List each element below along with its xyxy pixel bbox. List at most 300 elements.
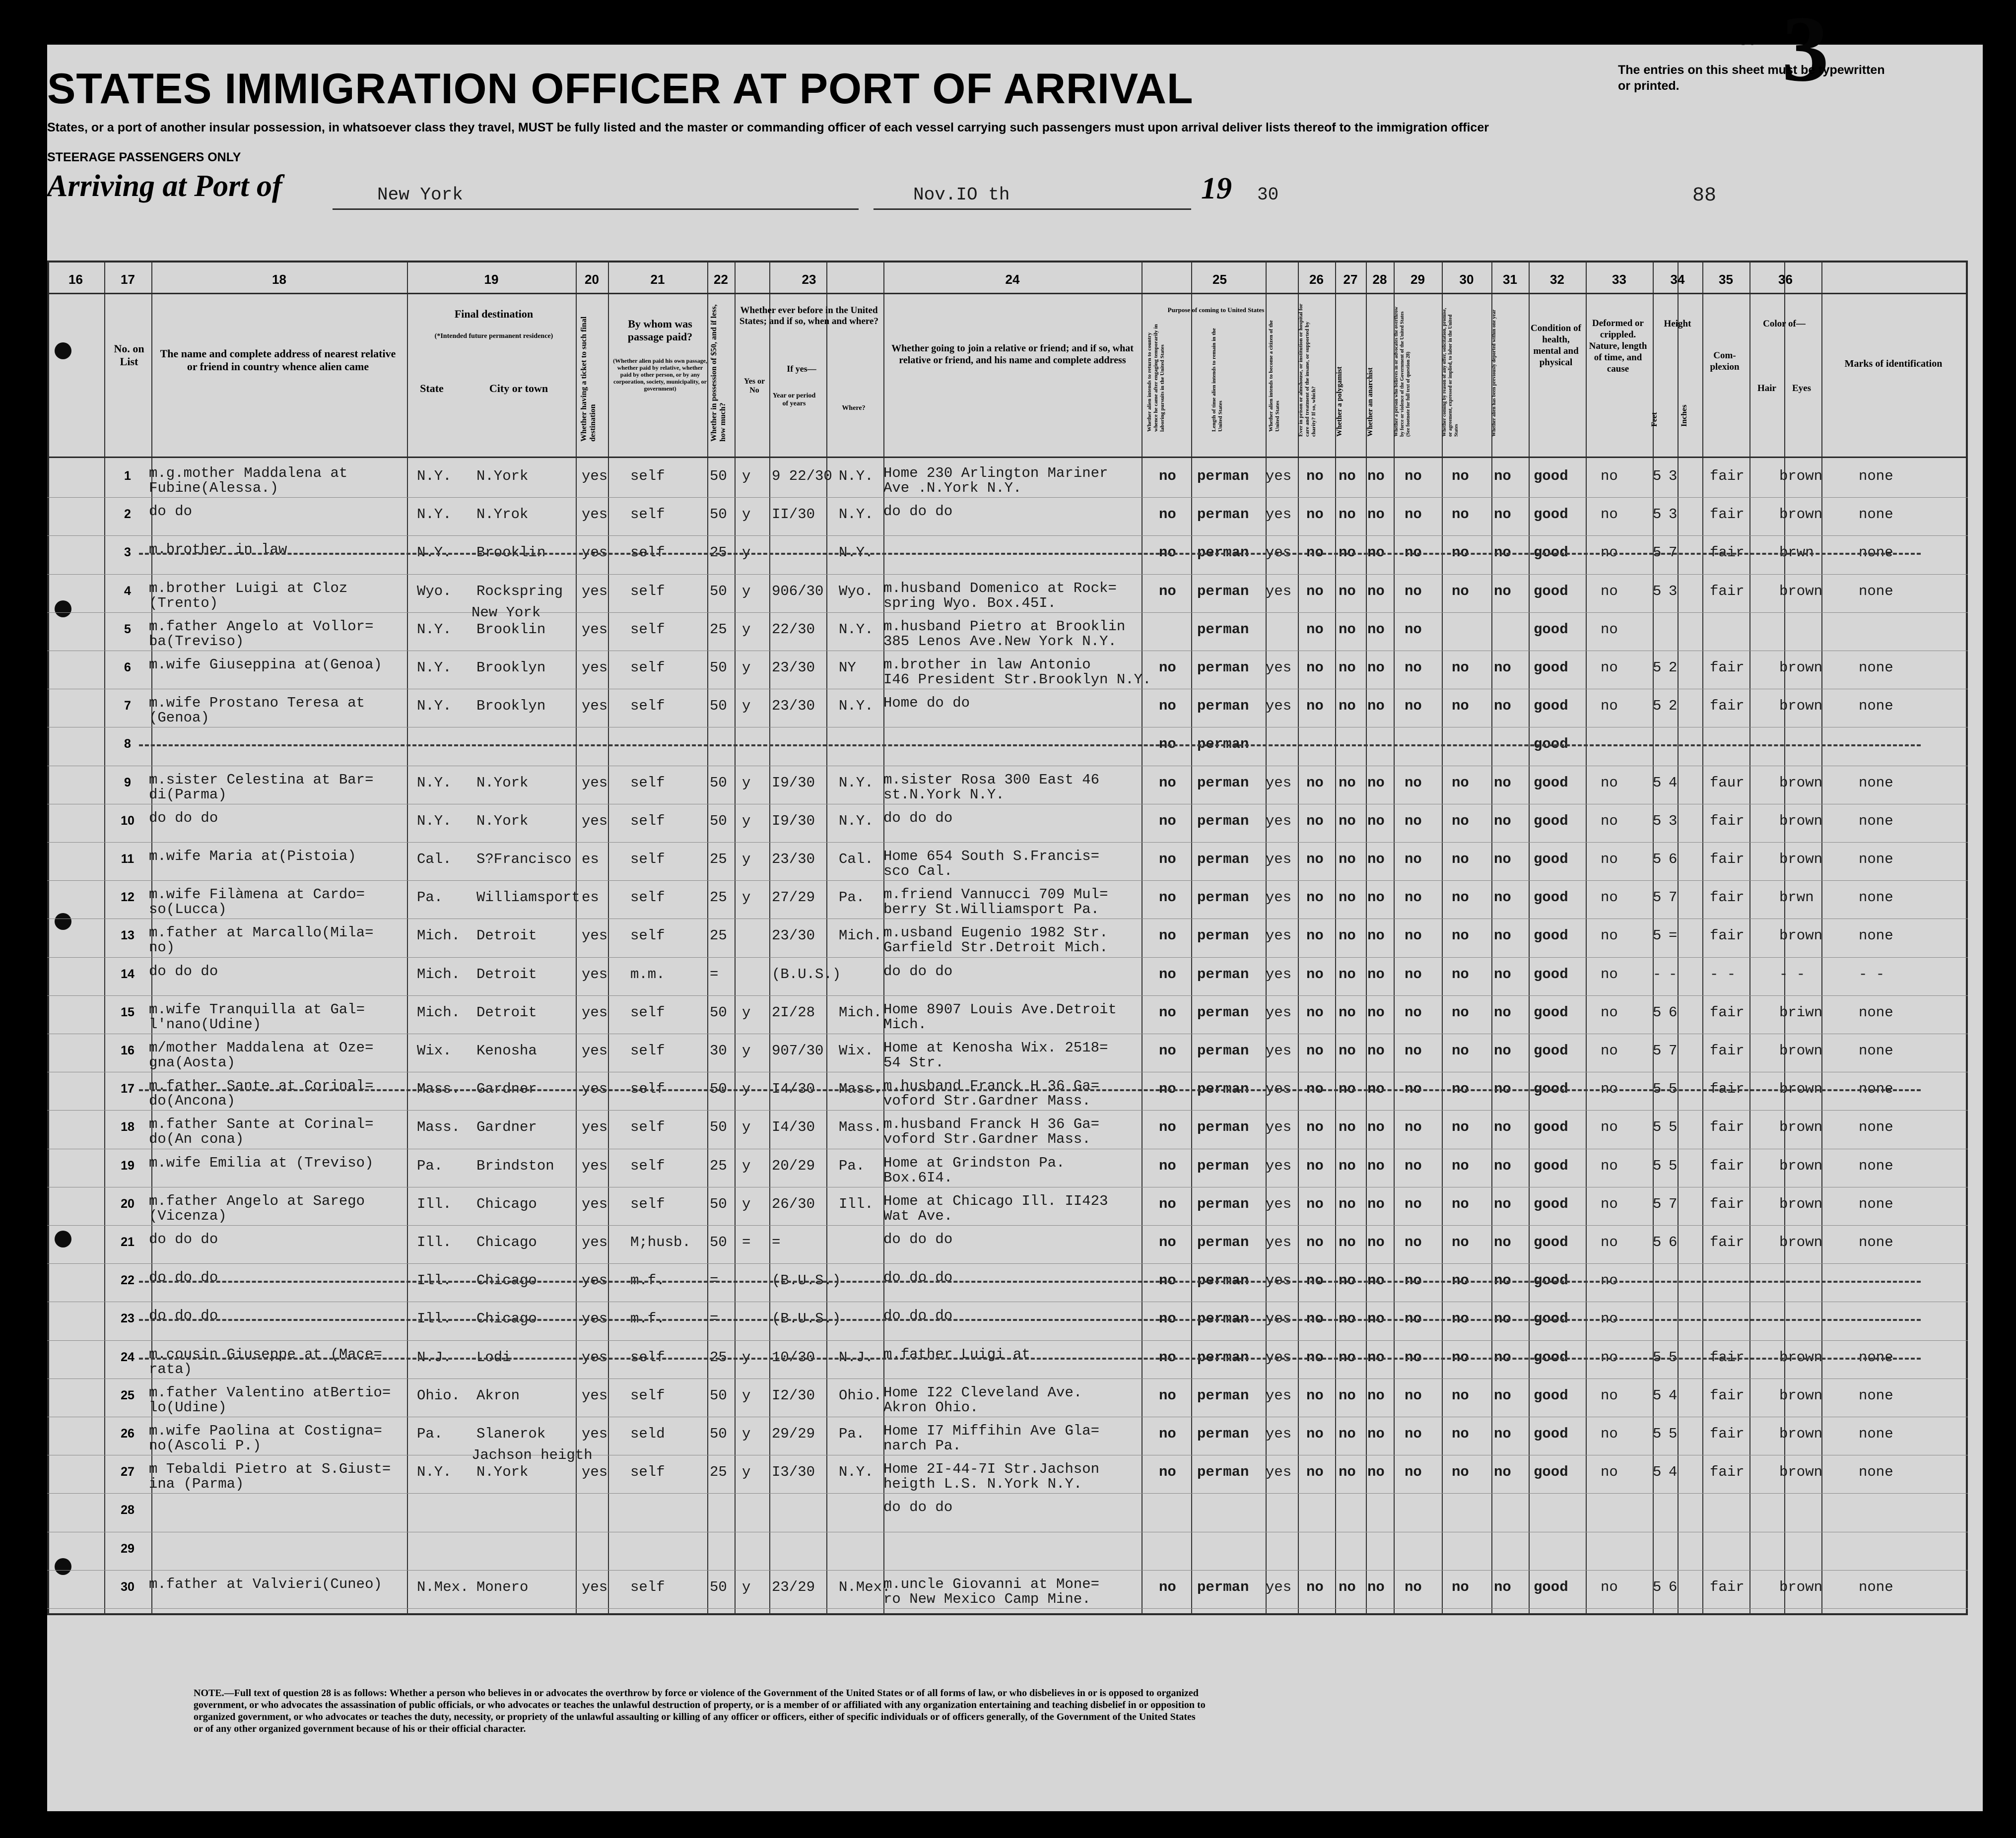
row-number: 23 xyxy=(121,1312,134,1326)
length-of-stay: perman xyxy=(1197,1464,1249,1481)
joining-relative: berry St.Williamsport Pa. xyxy=(883,901,1100,918)
length-of-stay: perman xyxy=(1197,1081,1249,1098)
overthrow-answer: no xyxy=(1405,1119,1422,1136)
prison-answer: no xyxy=(1306,468,1324,484)
anarchist-answer: no xyxy=(1367,1234,1385,1250)
eye-color: brown xyxy=(1779,1387,1823,1404)
height-feet: 5 xyxy=(1653,698,1662,715)
purpose-return: no xyxy=(1159,1349,1176,1366)
overthrow-answer: no xyxy=(1405,1157,1422,1174)
contract-answer: no xyxy=(1452,1004,1469,1021)
ticket-value: yes xyxy=(582,774,608,791)
contract-answer: no xyxy=(1452,851,1469,867)
joining-relative: Wat Ave. xyxy=(883,1207,953,1224)
height-inches: 6 xyxy=(1669,1004,1678,1021)
col-header-ticket: Whether having a ticket to such final destination xyxy=(580,316,597,442)
row-divider xyxy=(47,1263,1968,1264)
where-in-us: N.Y. xyxy=(839,812,874,829)
column-divider xyxy=(735,261,736,1615)
row-number: 21 xyxy=(121,1235,134,1249)
deformed-answer: no xyxy=(1601,1234,1618,1250)
identification-marks: none xyxy=(1859,544,1893,561)
contract-answer: no xyxy=(1452,1387,1469,1404)
height-feet: 5 xyxy=(1653,774,1662,791)
contract-answer: no xyxy=(1452,1195,1469,1212)
col-header-purpose-return: Whether alien intends to return to country whence he came after engaging temporarily in laboring pursuits in the United States xyxy=(1146,324,1165,432)
height-inches: 7 xyxy=(1669,544,1678,561)
before-in-us: y xyxy=(742,1426,751,1442)
complexion-value: fair xyxy=(1710,698,1745,715)
prison-answer: no xyxy=(1306,1272,1324,1289)
row-number: 18 xyxy=(121,1120,134,1134)
complexion-value: fair xyxy=(1710,851,1745,867)
passage-paid-by: M;husb. xyxy=(630,1234,691,1250)
identification-marks: none xyxy=(1859,1157,1893,1174)
prison-answer: no xyxy=(1306,1311,1324,1327)
deported-answer: no xyxy=(1494,1578,1511,1595)
health-condition: good xyxy=(1534,1119,1568,1136)
anarchist-answer: no xyxy=(1367,1464,1385,1481)
purpose-return: no xyxy=(1159,1119,1176,1136)
row-number: 16 xyxy=(121,1044,134,1057)
relative-address: m.wife Paolina at Costigna= xyxy=(149,1423,382,1439)
length-of-stay: perman xyxy=(1197,1004,1249,1021)
overthrow-answer: no xyxy=(1405,1311,1422,1327)
period-years: 906/30 xyxy=(772,583,824,599)
where-in-us: Mich. xyxy=(839,927,882,944)
health-condition: good xyxy=(1534,698,1568,715)
ticket-value: yes xyxy=(582,1426,608,1442)
money-amount: 50 xyxy=(710,1081,727,1098)
relative-address: m.wife Giuseppina at(Genoa) xyxy=(149,656,382,673)
height-feet: 5 xyxy=(1653,1387,1662,1404)
overthrow-answer: no xyxy=(1405,621,1422,638)
passage-paid-by: seld xyxy=(630,1426,665,1442)
height-feet: 5 xyxy=(1653,1195,1662,1212)
prison-answer: no xyxy=(1306,812,1324,829)
deformed-answer: no xyxy=(1601,468,1618,484)
passage-paid-by: self xyxy=(630,774,665,791)
eye-color: brown xyxy=(1779,468,1823,484)
joining-relative: do do do xyxy=(883,503,953,520)
col-header-joining: Whether going to join a relative or friend; and if so, what relative or friend, and his name and complete address xyxy=(891,343,1134,366)
relative-address: lo(Udine) xyxy=(149,1399,227,1416)
destination-city: Brooklin xyxy=(476,544,546,561)
deported-answer: no xyxy=(1494,1272,1511,1289)
purpose-return: no xyxy=(1159,506,1176,523)
anarchist-answer: no xyxy=(1367,544,1385,561)
column-divider xyxy=(1335,261,1336,1615)
struck-out-line xyxy=(139,1358,1921,1360)
relative-address: do do do xyxy=(149,1269,218,1286)
passage-paid-by: self xyxy=(630,1119,665,1136)
col-header-deported: Whether alien has been previously deported within one year xyxy=(1491,309,1497,437)
prison-answer: no xyxy=(1306,1157,1324,1174)
prison-answer: no xyxy=(1306,1426,1324,1442)
purpose-return: no xyxy=(1159,1004,1176,1021)
money-amount: 50 xyxy=(710,812,727,829)
identification-marks: none xyxy=(1859,889,1893,906)
health-condition: good xyxy=(1534,468,1568,484)
row-number: 3 xyxy=(124,545,131,560)
arriving-label: Arriving at Port of xyxy=(47,169,282,203)
identification-marks: none xyxy=(1859,1195,1893,1212)
relative-address: l'nano(Udine) xyxy=(149,1016,262,1033)
prison-answer: no xyxy=(1306,1234,1324,1250)
purpose-return: no xyxy=(1159,583,1176,599)
destination-state: Ill. xyxy=(417,1311,452,1327)
height-inches: 5 xyxy=(1669,1157,1678,1174)
header-divider xyxy=(47,457,1968,458)
contract-answer: no xyxy=(1452,1043,1469,1059)
relative-address: no) xyxy=(149,939,175,956)
struck-out-line xyxy=(139,744,1921,746)
height-inches: 7 xyxy=(1669,889,1678,906)
col-header-hair: Hair xyxy=(1757,383,1776,394)
before-in-us: y xyxy=(742,1387,751,1404)
relative-address: m.brother Luigi at Cloz xyxy=(149,580,348,596)
destination-state: Mass. xyxy=(417,1119,461,1136)
money-amount: 25 xyxy=(710,889,727,906)
eye-color: brown xyxy=(1779,583,1823,599)
length-of-stay: perman xyxy=(1197,736,1249,753)
deported-answer: no xyxy=(1494,1349,1511,1366)
destination-city: Akron xyxy=(476,1387,520,1404)
relative-address: m Tebaldi Pietro at S.Giust= xyxy=(149,1461,391,1478)
prison-answer: no xyxy=(1306,1387,1324,1404)
joining-relative: do do do xyxy=(883,1499,953,1516)
ticket-value: yes xyxy=(582,1578,608,1595)
money-amount: 50 xyxy=(710,1387,727,1404)
money-amount: 50 xyxy=(710,774,727,791)
deported-answer: no xyxy=(1494,1081,1511,1098)
identification-marks: none xyxy=(1859,1387,1893,1404)
identification-marks: - - xyxy=(1859,966,1885,983)
relative-address: m.wife Maria at(Pistoia) xyxy=(149,848,356,864)
joining-relative: m.husband Domenico at Rock= xyxy=(883,580,1117,596)
period-years: I3/30 xyxy=(772,1464,815,1481)
deported-answer: no xyxy=(1494,544,1511,561)
height-inches: 5 xyxy=(1669,1119,1678,1136)
health-condition: good xyxy=(1534,1004,1568,1021)
deformed-answer: no xyxy=(1601,812,1618,829)
before-in-us: y xyxy=(742,774,751,791)
polygamist-answer: no xyxy=(1339,1234,1356,1250)
overthrow-answer: no xyxy=(1405,1272,1422,1289)
col-header-yes-no: Yes or No xyxy=(743,377,765,394)
port-line xyxy=(333,207,859,210)
passage-paid-by: self xyxy=(630,1195,665,1212)
purpose-return: no xyxy=(1159,1195,1176,1212)
column-divider xyxy=(104,261,105,1615)
column-divider xyxy=(769,261,770,1615)
citizen-intent: yes xyxy=(1266,889,1292,906)
health-condition: good xyxy=(1534,1426,1568,1442)
date-value: Nov.IO th xyxy=(913,185,1010,205)
anarchist-answer: no xyxy=(1367,621,1385,638)
col-header-destination-note: (*Intended future permanent residence) xyxy=(434,332,553,340)
row-number: 29 xyxy=(121,1541,134,1556)
row-divider xyxy=(47,574,1968,575)
citizen-intent: yes xyxy=(1266,468,1292,484)
list-number: 3 xyxy=(1782,0,1829,101)
eye-color: brown xyxy=(1779,774,1823,791)
polygamist-answer: no xyxy=(1339,966,1356,983)
purpose-return: no xyxy=(1159,698,1176,715)
column-number: 35 xyxy=(1719,272,1733,287)
ticket-value: yes xyxy=(582,1349,608,1366)
destination-city: N.York xyxy=(476,774,529,791)
destination-city: S?Francisco xyxy=(476,851,572,867)
row-divider xyxy=(47,1225,1968,1226)
contract-answer: no xyxy=(1452,659,1469,676)
joining-relative: do do do xyxy=(883,1231,953,1247)
purpose-return: no xyxy=(1159,889,1176,906)
destination-state: N.Mex. xyxy=(417,1578,469,1595)
eye-color: brown xyxy=(1779,1578,1823,1595)
citizen-intent: yes xyxy=(1266,812,1292,829)
column-number: 22 xyxy=(714,272,728,287)
overthrow-answer: no xyxy=(1405,1234,1422,1250)
destination-state: Mich. xyxy=(417,1004,461,1021)
joining-relative: Akron Ohio. xyxy=(883,1399,979,1416)
column-number: 16 xyxy=(68,272,83,287)
health-condition: good xyxy=(1534,583,1568,599)
column-number: 17 xyxy=(121,272,135,287)
relative-address: do do do xyxy=(149,963,218,980)
deported-answer: no xyxy=(1494,1119,1511,1136)
relative-address: di(Parma) xyxy=(149,786,227,803)
deported-answer: no xyxy=(1494,966,1511,983)
prison-answer: no xyxy=(1306,659,1324,676)
deformed-answer: no xyxy=(1601,1464,1618,1481)
relative-address: ba(Treviso) xyxy=(149,633,244,650)
destination-city: N.York xyxy=(476,1464,529,1481)
relative-address: do do do xyxy=(149,809,218,826)
height-inches: 5 xyxy=(1669,1349,1678,1366)
length-of-stay: perman xyxy=(1197,468,1249,484)
length-of-stay: perman xyxy=(1197,1387,1249,1404)
row-divider xyxy=(47,1110,1968,1111)
citizen-intent: yes xyxy=(1266,1195,1292,1212)
height-feet: 5 xyxy=(1653,1004,1662,1021)
row-divider xyxy=(47,880,1968,881)
anarchist-answer: no xyxy=(1367,1157,1385,1174)
health-condition: good xyxy=(1534,621,1568,638)
column-number: 32 xyxy=(1550,272,1564,287)
prison-answer: no xyxy=(1306,1081,1324,1098)
row-number: 7 xyxy=(124,699,131,713)
relative-address: m.sister Celestina at Bar= xyxy=(149,771,374,788)
destination-state: N.Y. xyxy=(417,506,452,523)
height-inches: 3 xyxy=(1669,506,1678,523)
complexion-value: fair xyxy=(1710,1157,1745,1174)
deported-answer: no xyxy=(1494,1387,1511,1404)
health-condition: good xyxy=(1534,927,1568,944)
before-in-us: = xyxy=(742,1234,751,1250)
row-number: 17 xyxy=(121,1082,134,1096)
period-years: 23/30 xyxy=(772,851,815,867)
column-number: 21 xyxy=(650,272,665,287)
citizen-intent: yes xyxy=(1266,506,1292,523)
row-number: 19 xyxy=(121,1158,134,1173)
before-in-us: y xyxy=(742,659,751,676)
deported-answer: no xyxy=(1494,1426,1511,1442)
destination-state: N.Y. xyxy=(417,1464,452,1481)
period-years: 10/30 xyxy=(772,1349,815,1366)
destination-city: Detroit xyxy=(476,1004,537,1021)
relative-address: no(Ascoli P.) xyxy=(149,1438,262,1454)
ticket-value: yes xyxy=(582,621,608,638)
column-number: 36 xyxy=(1778,272,1793,287)
citizen-intent: yes xyxy=(1266,1081,1292,1098)
deported-answer: no xyxy=(1494,1195,1511,1212)
health-condition: good xyxy=(1534,544,1568,561)
overthrow-answer: no xyxy=(1405,889,1422,906)
deported-answer: no xyxy=(1494,1234,1511,1250)
row-number: 9 xyxy=(124,775,131,789)
prison-answer: no xyxy=(1306,1349,1324,1366)
destination-state: N.Y. xyxy=(417,544,452,561)
complexion-value: fair xyxy=(1710,1119,1745,1136)
polygamist-answer: no xyxy=(1339,1081,1356,1098)
complexion-value: fair xyxy=(1710,659,1745,676)
height-inches: = xyxy=(1669,927,1678,944)
relative-address: (Trento) xyxy=(149,594,218,611)
col-header-city: City or town xyxy=(489,382,548,394)
joining-relative: Home 8907 Louis Ave.Detroit xyxy=(883,1001,1117,1018)
money-amount: 50 xyxy=(710,506,727,523)
length-of-stay: perman xyxy=(1197,1311,1249,1327)
length-of-stay: perman xyxy=(1197,583,1249,599)
relative-address: so(Lucca) xyxy=(149,901,227,918)
length-of-stay: perman xyxy=(1197,1157,1249,1174)
period-years: 20/29 xyxy=(772,1157,815,1174)
row-divider xyxy=(47,1493,1968,1494)
anarchist-answer: no xyxy=(1367,698,1385,715)
complexion-value: fair xyxy=(1710,889,1745,906)
identification-marks: none xyxy=(1859,468,1893,484)
complexion-value: fair xyxy=(1710,1426,1745,1442)
overthrow-answer: no xyxy=(1405,1426,1422,1442)
identification-marks: none xyxy=(1859,1043,1893,1059)
destination-state: N.Y. xyxy=(417,621,452,638)
passage-paid-by: self xyxy=(630,1578,665,1595)
eye-color: - - xyxy=(1779,966,1806,983)
polygamist-answer: no xyxy=(1339,812,1356,829)
contract-answer: no xyxy=(1452,544,1469,561)
row-number: 15 xyxy=(121,1005,134,1019)
contract-answer: no xyxy=(1452,1311,1469,1327)
length-of-stay: perman xyxy=(1197,851,1249,867)
col-header-health: Condition of health, mental and physical xyxy=(1531,323,1581,368)
anarchist-answer: no xyxy=(1367,506,1385,523)
before-in-us: y xyxy=(742,851,751,867)
polygamist-answer: no xyxy=(1339,1272,1356,1289)
deformed-answer: no xyxy=(1601,1119,1618,1136)
health-condition: good xyxy=(1534,774,1568,791)
health-condition: good xyxy=(1534,851,1568,867)
height-inches: 2 xyxy=(1669,698,1678,715)
col-header-where: Where? xyxy=(842,404,866,412)
row-divider xyxy=(47,1340,1968,1341)
column-number: 27 xyxy=(1343,272,1358,287)
relative-address: m.father at Valvieri(Cuneo) xyxy=(149,1575,382,1592)
period-years: = xyxy=(772,1234,781,1250)
column-divider xyxy=(1586,261,1587,1615)
length-of-stay: perman xyxy=(1197,1119,1249,1136)
height-feet: 5 xyxy=(1653,1157,1662,1174)
purpose-return: no xyxy=(1159,1426,1176,1442)
period-years: I2/30 xyxy=(772,1387,815,1404)
relative-address: (Vicenza) xyxy=(149,1207,227,1224)
joining-relative: spring Wyo. Box.45I. xyxy=(883,594,1057,611)
prison-answer: no xyxy=(1306,774,1324,791)
overthrow-answer: no xyxy=(1405,698,1422,715)
relative-address: m.wife Tranquilla at Gal= xyxy=(149,1001,365,1018)
relative-address: do do do xyxy=(149,1308,218,1324)
ticket-value: es xyxy=(582,889,599,906)
column-number: 20 xyxy=(585,272,599,287)
relative-address: m.father at Marcallo(Mila= xyxy=(149,924,374,941)
polygamist-answer: no xyxy=(1339,1426,1356,1442)
destination-city: Detroit xyxy=(476,966,537,983)
destination-city: Detroit xyxy=(476,927,537,944)
ticket-value: yes xyxy=(582,812,608,829)
where-in-us: N.Y. xyxy=(839,698,874,715)
period-years: 9 22/30 xyxy=(772,468,832,484)
citizen-intent: yes xyxy=(1266,1234,1292,1250)
identification-marks: none xyxy=(1859,812,1893,829)
destination-city: Chicago xyxy=(476,1311,537,1327)
health-condition: good xyxy=(1534,1578,1568,1595)
citizen-intent: yes xyxy=(1266,544,1292,561)
destination-city-note: Jachson heigth xyxy=(471,1447,593,1464)
period-years: 907/30 xyxy=(772,1043,824,1059)
joining-relative: m.husband Pietro at Brooklin xyxy=(883,618,1126,635)
deformed-answer: no xyxy=(1601,1157,1618,1174)
identification-marks: none xyxy=(1859,1578,1893,1595)
height-inches: 3 xyxy=(1669,468,1678,484)
identification-marks: none xyxy=(1859,506,1893,523)
deformed-answer: no xyxy=(1601,544,1618,561)
anarchist-answer: no xyxy=(1367,1349,1385,1366)
passage-paid-by: self xyxy=(630,1004,665,1021)
ticket-value: yes xyxy=(582,1234,608,1250)
ticket-value: yes xyxy=(582,1043,608,1059)
before-in-us: y xyxy=(742,1043,751,1059)
height-feet: 5 xyxy=(1653,851,1662,867)
relative-address: m.father Angelo at Sarego xyxy=(149,1192,365,1209)
money-amount: = xyxy=(710,966,719,983)
money-amount: 25 xyxy=(710,621,727,638)
complexion-value: fair xyxy=(1710,1578,1745,1595)
health-condition: good xyxy=(1534,966,1568,983)
destination-state: Mass. xyxy=(417,1081,461,1098)
ticket-value: yes xyxy=(582,544,608,561)
list-note: The entries on this sheet must be typewritten or printed. xyxy=(1618,63,1885,93)
deformed-answer: no xyxy=(1601,1387,1618,1404)
overthrow-answer: no xyxy=(1405,583,1422,599)
passage-paid-by: m.f. xyxy=(630,1272,665,1289)
struck-out-line xyxy=(139,1281,1921,1283)
where-in-us: Ohio. xyxy=(839,1387,882,1404)
where-in-us: NY xyxy=(839,659,856,676)
ticket-value: yes xyxy=(582,468,608,484)
col-header-final-destination: Final destination xyxy=(454,308,534,320)
destination-city: Chicago xyxy=(476,1272,537,1289)
destination-city: Brindston xyxy=(476,1157,554,1174)
